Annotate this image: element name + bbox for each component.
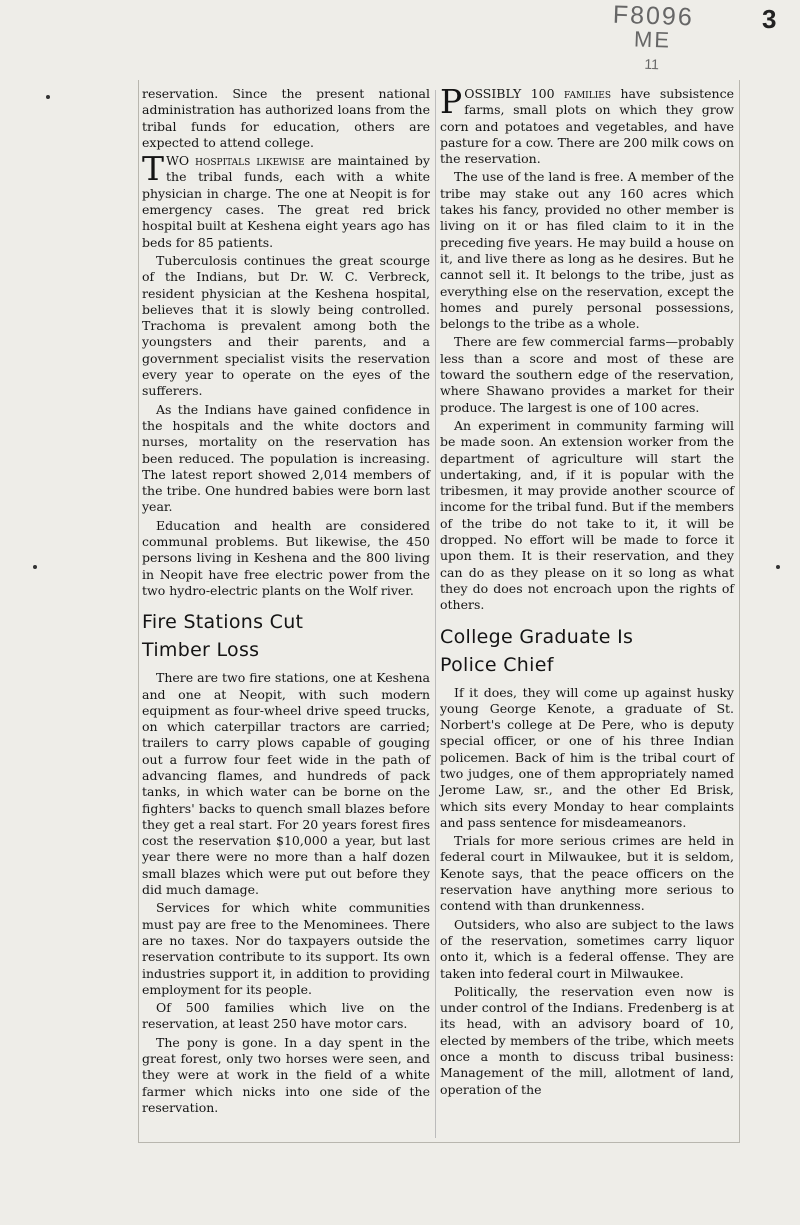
column-divider — [435, 90, 436, 1138]
paragraph: Politically, the reservation even now is under control of the Indians. Fredenberg is at its head, with an advisory board of 10, elected by members of the tribe, which meets once a month to discuss tribal business: Management of the mill, allotment of land, operation of the — [440, 983, 734, 1097]
paragraph: If it does, they will come up against husky young George Kenote, a graduate of St. Norbert's college at De Pere, who is deputy special officer, or one of his three Indian policemen. Back of him is the tribal court of two judges, one of them appropriately named Jerome Law, sr., and the other Ed Brisk, which sits every Monday to hear complaints and pass sentence for misdeameanors. — [440, 684, 734, 830]
subheading-line: College Graduate Is — [440, 625, 634, 648]
subheading-line: Police Chief — [440, 653, 554, 676]
drop-cap: P — [440, 82, 463, 121]
handwritten-note-3: 11 — [644, 55, 660, 73]
paragraph: Services for which white communities must pay are free to the Menominees. There are no taxes. Nor do taxpayers outside the reservation contribute to its support. Its own industries support it, in addition to providing employment for its people. — [142, 900, 430, 997]
paragraph — [440, 82, 735, 167]
paragraph: reservation. Since the present national administration has authorized loans from the tribal funds for education, others are expected to attend college. — [142, 86, 430, 150]
paragraph: The pony is gone. In a day spent in the great forest, only two horses were seen, and they were at work in the field of a white farmer which nicks into one side of the reservation. — [142, 1034, 430, 1115]
paragraph: The use of the land is free. A member of the tribe may stake out any 160 acres which takes his fancy, provided no other member is living on it or has filed claim to it in the preceding five years. He may build a house on it, and live there as long as he desires. But he cannot sell it. It belongs to the tribe, just as everything else on the reservation, except the homes and purely personal possessions, belongs to the tribe as a whole. — [440, 169, 734, 332]
paragraph: An experiment in community farming will be made soon. An extension worker from the department of agriculture will start the undertaking, and, if it is popular with the tribesmen, it may provide another scource of income for the tribal fund. But if the members of the tribe do not take to it, it will be dropped. No effort will be made to force it upon them. It is their reservation, and they can do as they please on it so long as what they do does not encroach upon the rights of others. — [440, 417, 734, 613]
article-left-column — [142, 86, 430, 1118]
handwritten-catalog-note — [589, 2, 716, 78]
paragraph-text: have subsistence farms, small plots on which they grow corn and potatoes and vegetables, and have pasture for a cow. There are 200 milk cows on the reservation. — [440, 86, 735, 167]
article-right-column — [440, 82, 735, 1100]
subheading-fire-stations — [142, 608, 430, 664]
paragraph: Education and health are considered communal problems. But likewise, the 450 persons living in Keshena and the 800 living in Neopit have free electric power from the two hydro-electric plants on the Wolf river. — [142, 517, 430, 598]
scan-speck — [33, 565, 37, 569]
scan-speck — [776, 565, 780, 569]
paragraph: Trials for more serious crimes are held in federal court in Milwaukee, but it is seldom, Kenote says, that the peace officers on the reservation have anything more serious to contend with than drunkenness. — [440, 833, 734, 914]
paragraph: Outsiders, who also are subject to the laws of the reservation, sometimes carry liquor onto it, which is a federal offense. They are taken into federal court in Milwaukee. — [440, 916, 734, 981]
paragraph: Of 500 families which live on the reservation, at least 250 have motor cars. — [142, 1000, 430, 1032]
subheading-line: Timber Loss — [142, 639, 260, 662]
paragraph: There are two fire stations, one at Keshena and one at Neopit, with such modern equipment as four-wheel drive speed trucks, on which caterpillar tractors are carried; trailers to carry plows capable of gouging out a furrow four feet wide in the path of advancing flames, and hundreds of pack tanks, in which water can be borne on the fighters' backs to quench small blazes before they get a real start. For 20 years forest fires cost the reservation $10,000 a year, but last year there were no more than a half dozen small blazes which were put out before they did much damage. — [142, 670, 430, 898]
handwritten-note-1: F8096 — [612, 0, 695, 32]
lead-in-smallcaps: WO hospitals likewise — [166, 153, 305, 169]
subheading-line: Fire Stations Cut — [142, 611, 304, 634]
page-number: 3 — [762, 4, 777, 34]
drop-cap: T — [142, 149, 165, 189]
handwritten-note-2: ME — [633, 26, 672, 53]
paragraph-text: are maintained by the tribal funds, each with a white physician in charge. The one at Neopit is for emergency cases. The great red brick hospital built at Keshena eight years ago has beds for 85 patients. — [142, 153, 430, 250]
paragraph: As the Indians have gained confidence in the hospitals and the white doctors and nurses, mortality on the reservation has been reduced. The population is increasing. The latest report showed 2,014 members of the tribe. One hundred babies were born last year. — [142, 401, 430, 515]
paragraph — [142, 149, 430, 251]
scan-speck — [46, 95, 50, 99]
subheading-college-graduate — [440, 623, 734, 679]
lead-in-smallcaps: OSSIBLY 100 families — [464, 86, 611, 101]
paragraph: Tuberculosis continues the great scourge of the Indians, but Dr. W. C. Verbreck, resident physician at the Keshena hospital, believes that it is slowly being controlled. Trachoma is prevalent among both the youngsters and their parents, and a government specialist visits the reservation every year to operate on the eyes of the sufferers. — [142, 252, 430, 399]
paragraph: There are few commercial farms—probably less than a score and most of these are toward the southern edge of the reservation, where Shawano provides a market for their produce. The largest is one of 100 acres. — [440, 334, 734, 415]
